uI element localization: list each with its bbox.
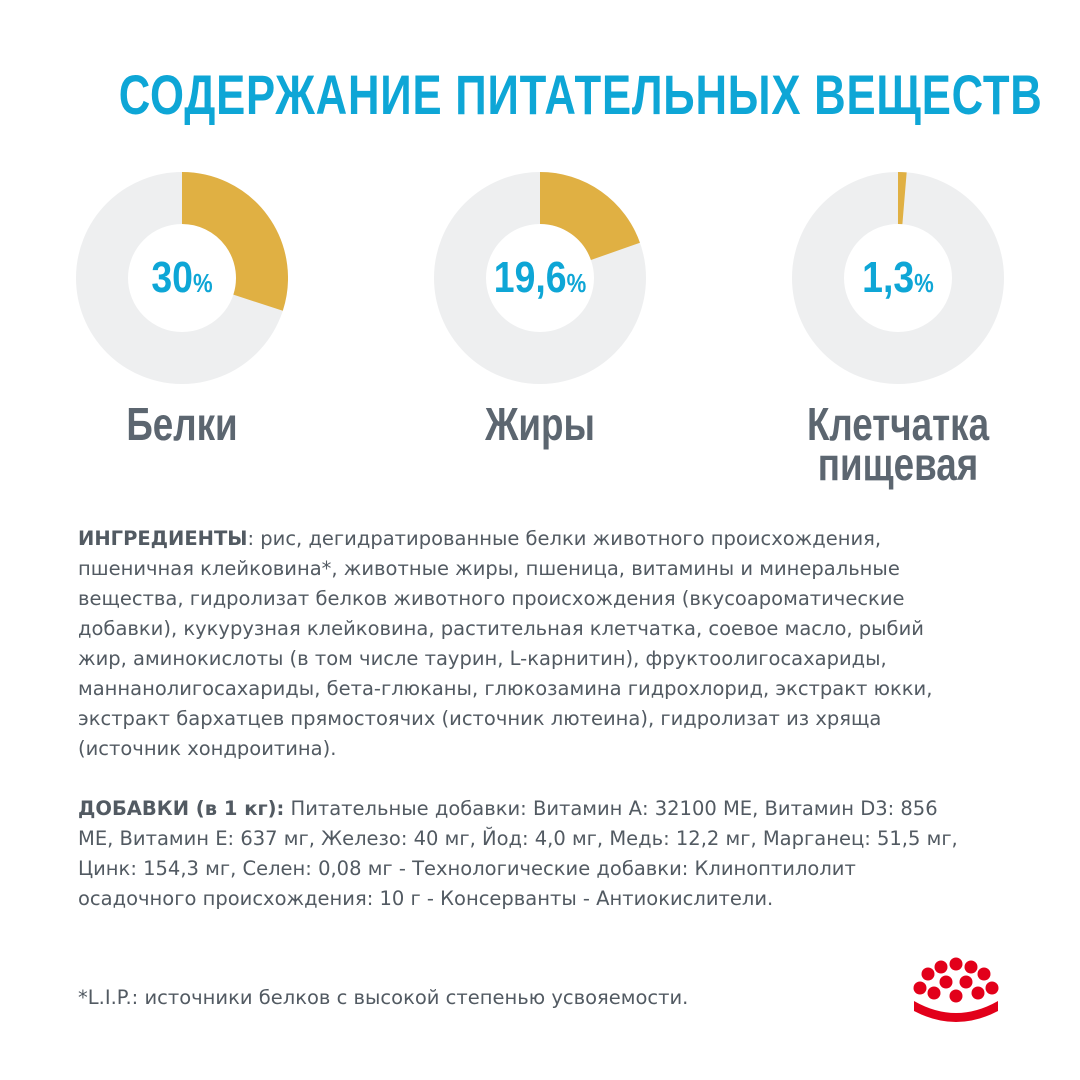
fiber-value-number: 1,3: [862, 253, 915, 302]
footnote: *L.I.P.: источники белков с высокой степенью усвояемости.: [78, 986, 689, 1009]
fiber-label-line2: пищевая: [817, 438, 979, 490]
protein-value-number: 30: [151, 253, 193, 302]
additives-heading: ДОБАВКИ (в 1 кг):: [78, 797, 285, 820]
ingredients-text: : рис, дегидратированные белки животного происхождения, пшеничная клейковина*, животные жиры, пшеница, витамины и минеральные вещества, гидролизат белков животного происхождения (вкусоароматические добавки), кукурузная клейковина, растительная клетчатка, соевое масло, рыбий жир, аминокислоты (в том числе таурин, L-карнитин), фруктоолигосахариды, маннанолигосахариды, бета-глюканы, глюкозамина гидрохлорид, экстракт юкки, экстракт бархатцев прямостоячих (источник лютеина), гидролизат из хряща (источник хондроитина).: [78, 527, 933, 760]
ingredients-paragraph: [78, 524, 978, 764]
protein-label-text: Белки: [126, 398, 238, 450]
crown-logo-icon: [900, 955, 1012, 1027]
protein-donut-chart: [76, 172, 288, 384]
fat-arc: [540, 198, 615, 251]
fiber-value: [808, 250, 988, 311]
fiber-donut-chart: [792, 172, 1004, 384]
additives-paragraph: [78, 794, 978, 914]
fat-label-text: Жиры: [485, 398, 595, 450]
page-title: СОДЕРЖАНИЕ ПИТАТЕЛЬНЫХ ВЕЩЕСТВ: [118, 63, 1043, 126]
additives-text: Питательные добавки: Витамин А: 32100 МЕ, Витамин D3: 856 МЕ, Витамин Е: 637 мг, Железо: 40 мг, Йод: 4,0 мг, Медь: 12,2 мг, Марганец: 51,5 мг, Цинк: 154,3 мг, Селен: 0,08 мг - Технологические добавки: Клиноптилолит осадочного происхождения: 10 г - Консерванты - Антиокислители.: [78, 797, 958, 910]
protein-value: [92, 250, 272, 311]
fiber-label: [802, 398, 994, 490]
fat-value-number: 19,6: [493, 253, 567, 302]
fiber-value-unit: %: [914, 268, 934, 298]
fat-donut-chart: [434, 172, 646, 384]
fiber-label-line1: Клетчатка: [806, 398, 990, 450]
fat-label: [460, 398, 620, 450]
fat-value-unit: %: [566, 268, 587, 298]
protein-value-unit: %: [192, 268, 213, 298]
ingredients-heading: ИНГРЕДИЕНТЫ: [78, 527, 248, 550]
protein-label: [102, 398, 262, 450]
fat-value: [450, 250, 630, 311]
